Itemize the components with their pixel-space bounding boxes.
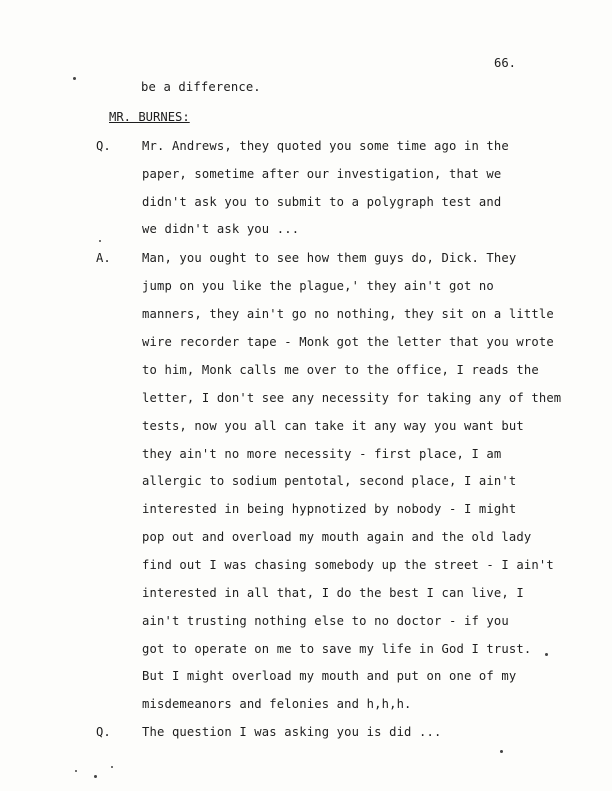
transcript-line: find out I was chasing somebody up the street - I ain't xyxy=(142,558,554,572)
scan-speck xyxy=(73,77,76,80)
transcript-line: pop out and overload my mouth again and the old lady xyxy=(142,530,532,544)
scan-speck xyxy=(500,750,503,753)
transcript-line: got to operate on me to save my life in God I trust. xyxy=(142,642,532,656)
transcript-line: interested in being hypnotized by nobody - I might xyxy=(142,502,517,516)
transcript-line: tests, now you all can take it any way you want but xyxy=(142,419,524,433)
transcript-line: letter, I don't see any necessity for taking any of them xyxy=(142,391,562,405)
transcript-line: Mr. Andrews, they quoted you some time ago in the xyxy=(142,139,509,153)
scan-speck xyxy=(545,653,548,656)
transcript-line: they ain't no more necessity - first place, I am xyxy=(142,447,502,461)
transcript-line: The question I was asking you is did ... xyxy=(142,725,442,739)
transcript-line: interested in all that, I do the best I can live, I xyxy=(142,586,524,600)
transcript-line: allergic to sodium pentotal, second place, I ain't xyxy=(142,474,517,488)
question-label: Q. xyxy=(96,725,111,739)
transcript-line: jump on you like the plague,' they ain't got no xyxy=(142,279,494,293)
continued-line: be a difference. xyxy=(141,80,261,94)
transcript-line: Man, you ought to see how them guys do, Dick. They xyxy=(142,251,517,265)
transcript-line: wire recorder tape - Monk got the letter that you wrote xyxy=(142,335,554,349)
speaker-heading: MR. BURNES: xyxy=(109,110,190,124)
scan-speck xyxy=(75,770,77,772)
transcript-line: we didn't ask you ... xyxy=(142,222,300,236)
transcript-line: misdemeanors and felonies and h,h,h. xyxy=(142,697,412,711)
page-number: 66. xyxy=(494,56,517,70)
question-label: Q. xyxy=(96,139,111,153)
scan-speck xyxy=(94,775,97,778)
transcript-line: to him, Monk calls me over to the office, I reads the xyxy=(142,363,539,377)
transcript-line: didn't ask you to submit to a polygraph test and xyxy=(142,195,502,209)
scan-speck xyxy=(99,240,101,242)
transcript-line: ain't trusting nothing else to no doctor - if you xyxy=(142,614,509,628)
transcript-line: paper, sometime after our investigation, that we xyxy=(142,167,502,181)
answer-label: A. xyxy=(96,251,111,265)
transcript-line: manners, they ain't go no nothing, they sit on a little xyxy=(142,307,554,321)
transcript-line: But I might overload my mouth and put on one of my xyxy=(142,669,517,683)
scan-speck xyxy=(111,766,113,768)
